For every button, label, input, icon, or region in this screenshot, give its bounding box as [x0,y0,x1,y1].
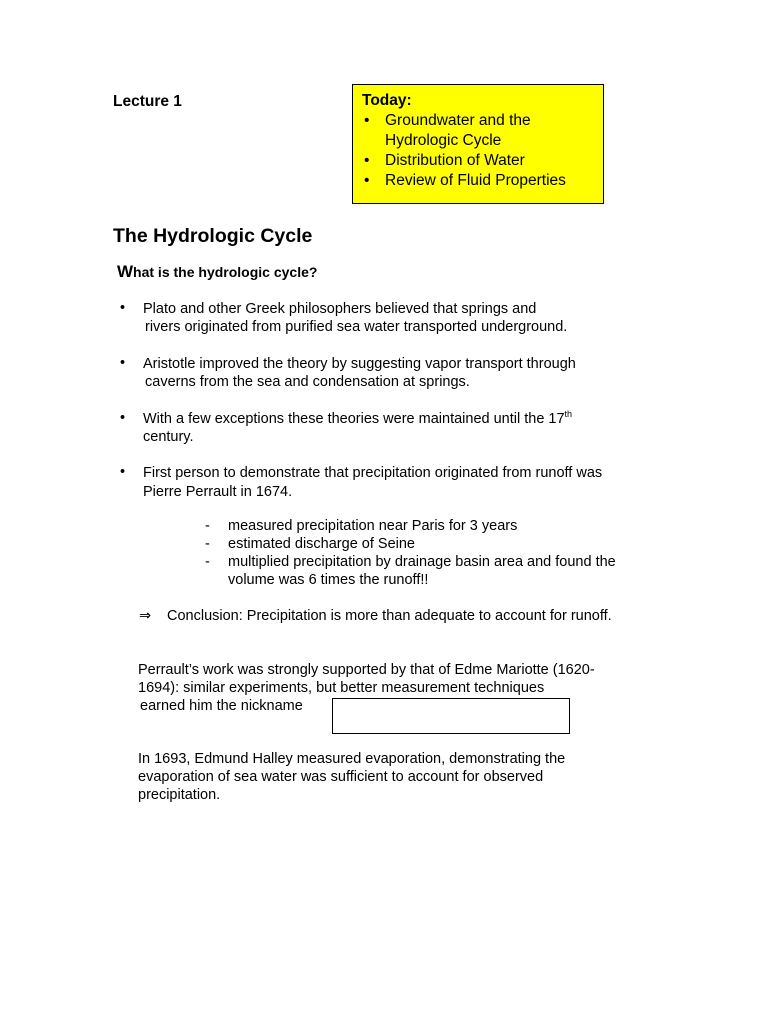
today-item-text: Hydrologic Cycle [385,132,502,149]
today-title: Today: [362,92,412,109]
bullet-icon: • [120,464,126,480]
perrault-line-3: earned him the nickname [140,698,303,714]
section-title: The Hydrologic Cycle [113,225,313,247]
today-item-text: Review of Fluid Properties [385,172,566,189]
bullet-2-line-1: Aristotle improved the theory by suggesting vapor transport through [143,356,576,372]
lecture-heading: Lecture 1 [113,93,182,110]
bullet-3-line-1 [143,410,572,428]
dash-icon: - [205,536,210,552]
question-initial: W [117,262,134,281]
bullet-2-line-2: caverns from the sea and condensation at springs. [145,374,470,390]
bullet-icon: • [120,300,126,316]
bullet-icon: • [120,410,126,426]
dash-item-3-line-1: multiplied precipitation by drainage basin area and found the [228,554,616,570]
bullet-4-line-2: Pierre Perrault in 1674. [143,484,293,500]
halley-line-1: In 1693, Edmund Halley measured evaporation, demonstrating the [138,751,566,767]
question-text: hat is the hydrologic cycle? [133,264,318,280]
dash-item-2: estimated discharge of Seine [228,536,415,552]
today-item [362,151,595,171]
conclusion-text: Conclusion: Precipitation is more than adequate to account for runoff. [167,608,612,624]
dash-icon: - [205,554,210,570]
nickname-answer-box[interactable] [332,698,570,734]
today-list [362,111,595,191]
bullet-3-text: With a few exceptions these theories were maintained until the 17 [143,411,565,427]
dash-item-3-line-2: volume was 6 times the runoff!! [228,572,429,588]
today-item [362,111,595,131]
bullet-1-line-1: Plato and other Greek philosophers believed that springs and [143,301,537,317]
bullet-icon: • [364,172,370,189]
perrault-line-2: 1694): similar experiments, but better measurement techniques [138,680,545,696]
superscript-th: th [564,409,573,419]
today-agenda-box [352,84,604,204]
today-item-text: Distribution of Water [385,152,525,169]
halley-line-3: precipitation. [138,787,221,803]
bullet-icon: • [364,152,370,169]
perrault-line-1: Perrault’s work was strongly supported by that of Edme Mariotte (1620- [138,662,595,678]
bullet-icon: • [120,355,126,371]
bullet-1-line-2: rivers originated from purified sea water transported underground. [145,319,568,335]
dash-icon: - [205,518,210,534]
bullet-4-line-1: First person to demonstrate that precipitation originated from runoff was [143,465,603,481]
dash-item-1: measured precipitation near Paris for 3 years [228,518,518,534]
today-item-text: Groundwater and the [385,112,531,129]
question-heading [117,262,317,282]
halley-line-2: evaporation of sea water was sufficient to account for observed [138,769,544,785]
right-arrow-icon: ⇒ [139,608,152,624]
bullet-3-line-2: century. [143,429,194,445]
bullet-icon: • [364,112,370,129]
today-item [362,171,595,191]
today-item-continued [362,131,595,151]
